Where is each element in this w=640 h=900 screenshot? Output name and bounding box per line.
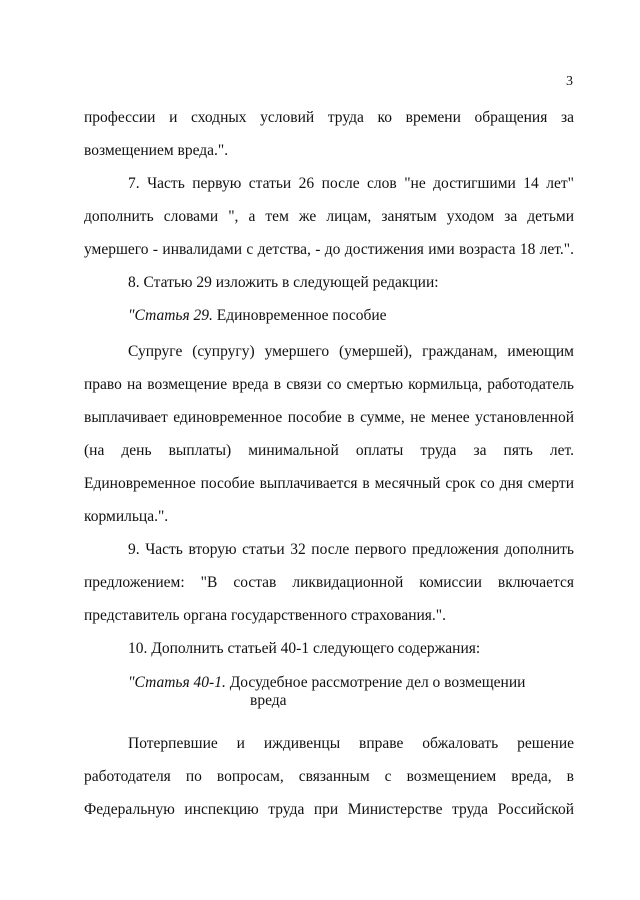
text-line: (на день выплаты) минимальной оплаты труда за пять лет.	[84, 442, 574, 459]
article-40-1-heading-continuation: вреда	[250, 692, 287, 709]
paragraph-7-line: 7. Часть первую статьи 26 после слов "не достигшими 14 лет"	[128, 175, 574, 192]
text-line: представитель органа государственного страхования.".	[84, 607, 447, 624]
text-line: умершего - инвалидами с детства, - до достижения ими возраста 18 лет.".	[84, 241, 574, 258]
article-29-heading	[128, 306, 574, 326]
article-40-1-heading	[128, 673, 574, 693]
article-40-1-label: "Статья 40-1.	[128, 674, 226, 691]
text-line: предложением: "В состав ликвидационной комиссии включается	[84, 574, 574, 591]
text-line: профессии и сходных условий труда ко времени обращения за	[84, 109, 574, 126]
text-line: Федеральную инспекцию труда при Министерстве труда Российской	[84, 801, 574, 818]
text-line: дополнить словами ", а тем же лицам, занятым уходом за детьми	[84, 208, 574, 225]
text-line: Единовременное пособие выплачивается в месячный срок со дня смерти	[84, 475, 574, 492]
text-line: выплачивает единовременное пособие в сумме, не менее установленной	[84, 409, 574, 426]
text-line: Супруге (супругу) умершего (умершей), гражданам, имеющим	[128, 343, 574, 360]
text-line: кормильца.".	[84, 508, 169, 525]
page-number: 3	[566, 74, 573, 89]
text-line: возмещением вреда.".	[84, 142, 229, 159]
article-29-title: Единовременное пособие	[212, 307, 387, 324]
text-line: Потерпевшие и иждивенцы вправе обжаловать решение	[128, 735, 574, 752]
paragraph-8-line: 8. Статью 29 изложить в следующей редакции:	[128, 274, 439, 291]
paragraph-9-line: 9. Часть вторую статьи 32 после первого предложения дополнить	[128, 541, 574, 558]
text-line: право на возмещение вреда в связи со смертью кормильца, работодатель	[84, 376, 574, 393]
text-line: работодателя по вопросам, связанным с возмещением вреда, в	[84, 768, 574, 785]
article-40-1-title: Досудебное рассмотрение дел о возмещении	[225, 674, 526, 691]
article-29-label: "Статья 29.	[128, 307, 213, 324]
paragraph-10-line: 10. Дополнить статьей 40-1 следующего содержания:	[128, 640, 481, 657]
